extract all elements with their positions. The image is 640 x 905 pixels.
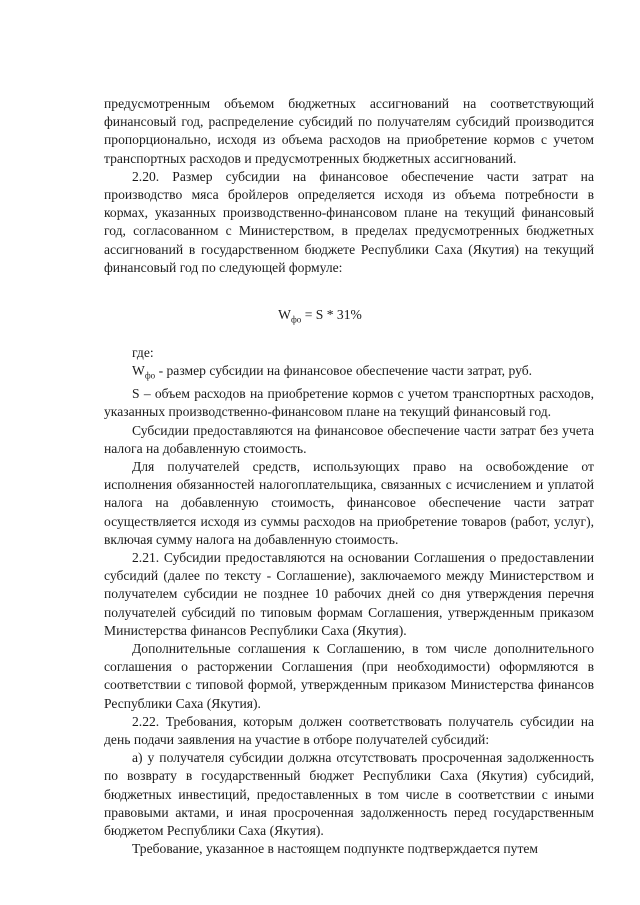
paragraph-exemption: Для получателей средств, использующих право на освобождение от исполнения обязанностей налогоплательщика, связанных с исчислением и уплатой налога на добавленную стоимость, финансовое обеспечение части затрат осуществляется исходя из суммы расходов на приобретение товаров (работ, услуг), включая сумму налога на добавленную стоимость. [104,458,594,547]
paragraph-continuation: предусмотренным объемом бюджетных ассигнований на соответствующий финансовый год, распределение субсидий по получателям субсидий производится пропорционально, исходя из объема расходов на приобретение кормов с учетом транспортных расходов и предусмотренных бюджетных ассигнований. [104,96,594,166]
definition-w-text: - размер субсидии на финансовое обеспечение части затрат, руб. [155,363,533,379]
definition-w-symbol: W [132,363,145,379]
formula-lhs: W [278,307,291,322]
paragraph-additional-agreements: Дополнительные соглашения к Соглашению, в том числе дополнительного соглашения о расторжении Соглашения (при необходимости) оформляются в соответствии с типовой формой, утвержденным приказом Министерства финансов Республики Саха (Якутия). [104,640,594,711]
bottom-text [104,344,594,858]
paragraph-requirement-confirmation: Требование, указанное в настоящем подпункте подтверждается путем [132,841,539,857]
definition-w-subscript: фо [144,370,156,381]
formula-lhs-subscript: фо [290,314,302,325]
paragraph-vat: Субсидии предоставляются на финансовое обеспечение части затрат без учета налога на добавленную стоимость. [104,422,594,456]
top-text [104,95,594,277]
paragraph-2-20: 2.20. Размер субсидии на финансовое обеспечение части затрат на производство мяса бройлеров определяется исходя из объема потребности в кормах, указанных производственно-финансовом плане на текущий финансовый год, согласованном с Министерством, в пределах предусмотренных бюджетных ассигнований в государственном бюджете Республики Саха (Якутия) на текущий финансовый год по следующей формуле: [104,168,594,275]
paragraph-2-22: 2.22. Требования, которым должен соответствовать получатель субсидии на день подачи заявления на участие в отборе получателей субсидий: [104,713,594,747]
definition-w [104,362,594,385]
formula-rhs: = S * 31% [301,307,362,322]
formula [0,306,640,329]
paragraph-2-21: 2.21. Субсидии предоставляются на основании Соглашения о предоставлении субсидий (далее по тексту - Соглашение), заключаемого между Министерством и получателем субсидии не позднее 10 рабочих дней со дня утверждения перечня получателей субсидий по типовым формам Соглашения, утвержденным приказом Министерства финансов Республики Саха (Якутия). [104,549,594,638]
paragraph-requirement-a: а) у получателя субсидии должна отсутствовать просроченная задолженность по возврату в государственный бюджет Республики Саха (Якутия) субсидий, бюджетных инвестиций, предоставленных в том числе в соответствии с иными правовыми актами, и иная просроченная задолженность перед государственным бюджетом Республики Саха (Якутия). [104,750,594,838]
where-label: где: [132,345,154,360]
definition-s: S – объем расходов на приобретение кормов с учетом транспортных расходов, указанных производственно-финансовом плане на текущий финансовый год. [104,386,594,420]
